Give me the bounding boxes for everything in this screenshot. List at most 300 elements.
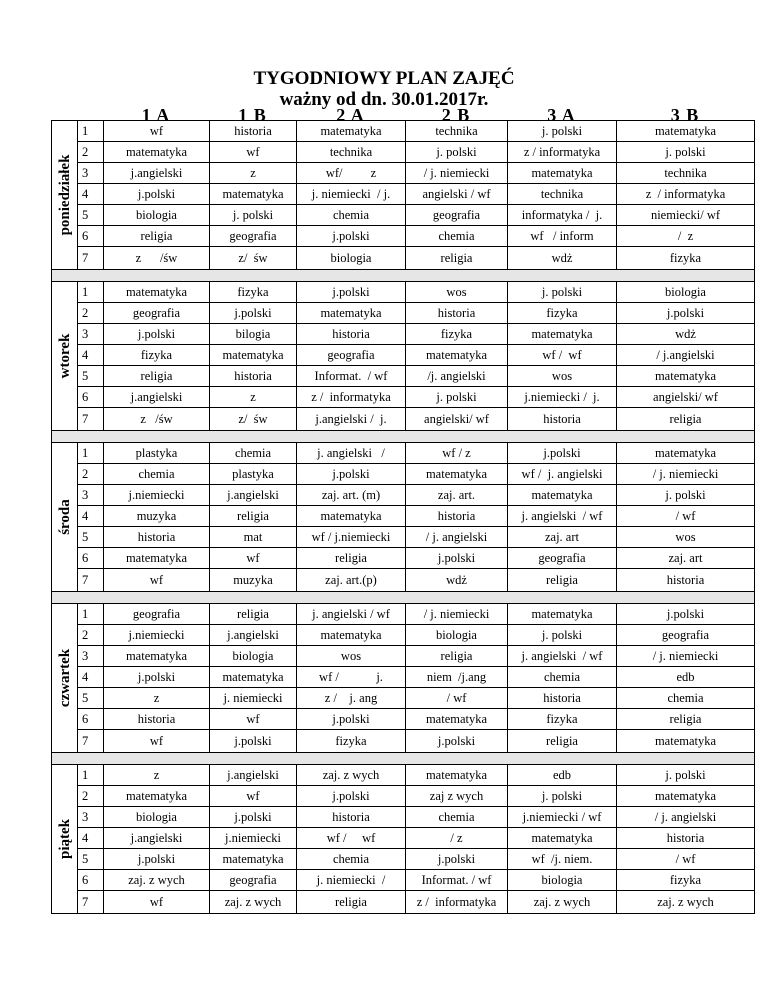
lesson-cell: matematyka bbox=[406, 709, 508, 730]
lesson-cell: chemia bbox=[297, 849, 406, 870]
day-separator-cell bbox=[52, 592, 755, 604]
lesson-cell: wdż bbox=[508, 247, 617, 270]
lesson-cell: j.polski bbox=[406, 548, 508, 569]
lesson-number: 2 bbox=[78, 303, 104, 324]
lesson-cell: geografia bbox=[297, 345, 406, 366]
lesson-cell: z /św bbox=[104, 408, 210, 431]
lesson-cell: matematyka bbox=[297, 625, 406, 646]
lesson-cell: historia bbox=[210, 121, 297, 142]
lesson-cell: j.polski bbox=[104, 324, 210, 345]
lesson-cell: religia bbox=[617, 408, 755, 431]
table-row bbox=[52, 527, 755, 548]
lesson-cell: j. polski bbox=[508, 625, 617, 646]
table-row bbox=[52, 604, 755, 625]
lesson-cell: j.polski bbox=[104, 667, 210, 688]
lesson-number: 2 bbox=[78, 142, 104, 163]
lesson-cell: j.polski bbox=[617, 303, 755, 324]
lesson-cell: historia bbox=[297, 807, 406, 828]
table-row bbox=[52, 324, 755, 345]
table-row bbox=[52, 730, 755, 753]
lesson-number: 3 bbox=[78, 163, 104, 184]
lesson-cell: matematyka bbox=[297, 303, 406, 324]
lesson-cell: matematyka bbox=[297, 506, 406, 527]
lesson-cell: angielski/ wf bbox=[617, 387, 755, 408]
lesson-cell: historia bbox=[617, 828, 755, 849]
lesson-cell: historia bbox=[104, 709, 210, 730]
lesson-cell: j.polski bbox=[210, 303, 297, 324]
lesson-number: 1 bbox=[78, 121, 104, 142]
lesson-cell: fizyka bbox=[210, 282, 297, 303]
lesson-cell: j.polski bbox=[406, 849, 508, 870]
lesson-cell: matematyka bbox=[297, 121, 406, 142]
lesson-cell: historia bbox=[406, 506, 508, 527]
lesson-number: 1 bbox=[78, 282, 104, 303]
lesson-cell: j.polski bbox=[104, 184, 210, 205]
lesson-number: 4 bbox=[78, 828, 104, 849]
lesson-cell: wf bbox=[104, 569, 210, 592]
lesson-cell: j.angielski bbox=[104, 163, 210, 184]
lesson-cell: zaj. z wych bbox=[297, 765, 406, 786]
lesson-cell: Informat. / wf bbox=[406, 870, 508, 891]
lesson-cell: wdż bbox=[406, 569, 508, 592]
lesson-cell: chemia bbox=[210, 443, 297, 464]
lesson-cell: j. angielski / wf bbox=[508, 506, 617, 527]
lesson-cell: wdż bbox=[617, 324, 755, 345]
table-row bbox=[52, 464, 755, 485]
lesson-cell: muzyka bbox=[104, 506, 210, 527]
day-separator-cell bbox=[52, 270, 755, 282]
lesson-cell: historia bbox=[210, 366, 297, 387]
lesson-cell: biologia bbox=[210, 646, 297, 667]
lesson-cell: religia bbox=[406, 247, 508, 270]
lesson-cell: j.polski bbox=[297, 786, 406, 807]
table-row bbox=[52, 408, 755, 431]
table-row bbox=[52, 184, 755, 205]
lesson-cell: religia bbox=[104, 226, 210, 247]
day-separator bbox=[52, 431, 755, 443]
lesson-number: 7 bbox=[78, 730, 104, 753]
lesson-cell: j.polski bbox=[297, 282, 406, 303]
class-header-2b: 2 B bbox=[441, 105, 471, 125]
table-row bbox=[52, 506, 755, 527]
table-row bbox=[52, 142, 755, 163]
lesson-cell: / wf bbox=[617, 849, 755, 870]
lesson-cell: zaj. art.(p) bbox=[297, 569, 406, 592]
lesson-cell: j.niemiecki / wf bbox=[508, 807, 617, 828]
day-separator-cell bbox=[52, 431, 755, 443]
lesson-cell: /j. angielski bbox=[406, 366, 508, 387]
lesson-cell: j.angielski bbox=[104, 828, 210, 849]
page-title: TYGODNIOWY PLAN ZAJĘĆ bbox=[253, 68, 515, 89]
lesson-cell: wf / wf bbox=[297, 828, 406, 849]
lesson-cell: / j. angielski bbox=[406, 527, 508, 548]
lesson-cell: j. niemiecki / j. bbox=[297, 184, 406, 205]
lesson-cell: z / informatyka bbox=[406, 891, 508, 914]
lesson-cell: matematyka bbox=[210, 184, 297, 205]
lesson-number: 3 bbox=[78, 646, 104, 667]
lesson-cell: chemia bbox=[406, 226, 508, 247]
lesson-cell: plastyka bbox=[104, 443, 210, 464]
lesson-cell: j. polski bbox=[210, 205, 297, 226]
lesson-cell: zaj z wych bbox=[406, 786, 508, 807]
day-cell bbox=[52, 765, 78, 914]
lesson-cell: j.polski bbox=[297, 226, 406, 247]
lesson-cell: biologia bbox=[104, 205, 210, 226]
lesson-cell: chemia bbox=[617, 688, 755, 709]
day-name: czwartek bbox=[56, 648, 73, 708]
lesson-cell: z / j. ang bbox=[297, 688, 406, 709]
page-subtitle: ważny od dn. 30.01.2017r. bbox=[279, 89, 489, 110]
lesson-cell: zaj. z wych bbox=[210, 891, 297, 914]
lesson-cell: j. polski bbox=[508, 121, 617, 142]
lesson-cell: j.angielski / j. bbox=[297, 408, 406, 431]
lesson-cell: j. niemiecki / bbox=[297, 870, 406, 891]
table-row bbox=[52, 625, 755, 646]
lesson-cell: geografia bbox=[210, 870, 297, 891]
lesson-cell: z bbox=[210, 163, 297, 184]
lesson-cell: wf bbox=[104, 891, 210, 914]
lesson-number: 3 bbox=[78, 807, 104, 828]
day-separator bbox=[52, 753, 755, 765]
lesson-cell: edb bbox=[508, 765, 617, 786]
lesson-cell: / z bbox=[406, 828, 508, 849]
table-row bbox=[52, 443, 755, 464]
lesson-cell: geografia bbox=[210, 226, 297, 247]
lesson-cell: niem /j.ang bbox=[406, 667, 508, 688]
lesson-cell: wf bbox=[210, 709, 297, 730]
table-row bbox=[52, 569, 755, 592]
lesson-cell: j.polski bbox=[617, 604, 755, 625]
lesson-cell: mat bbox=[210, 527, 297, 548]
table-row bbox=[52, 205, 755, 226]
lesson-cell: wf bbox=[210, 786, 297, 807]
lesson-cell: wos bbox=[617, 527, 755, 548]
table-row bbox=[52, 485, 755, 506]
table-row bbox=[52, 807, 755, 828]
lesson-cell: j.niemiecki bbox=[104, 625, 210, 646]
class-header-3a: 3 A bbox=[547, 105, 576, 125]
lesson-cell: j. niemiecki bbox=[210, 688, 297, 709]
lesson-cell: technika bbox=[297, 142, 406, 163]
lesson-cell: j.polski bbox=[210, 807, 297, 828]
day-separator bbox=[52, 592, 755, 604]
lesson-cell: z/ św bbox=[210, 408, 297, 431]
table-row bbox=[52, 646, 755, 667]
lesson-cell: z bbox=[104, 688, 210, 709]
lesson-cell: wf / inform bbox=[508, 226, 617, 247]
lesson-cell: matematyka bbox=[104, 786, 210, 807]
lesson-number: 7 bbox=[78, 408, 104, 431]
lesson-cell: religia bbox=[297, 891, 406, 914]
lesson-number: 1 bbox=[78, 604, 104, 625]
lesson-cell: biologia bbox=[508, 870, 617, 891]
lesson-cell: j.angielski bbox=[210, 765, 297, 786]
lesson-cell: j. polski bbox=[617, 765, 755, 786]
lesson-cell: matematyka bbox=[406, 765, 508, 786]
lesson-cell: matematyka bbox=[406, 464, 508, 485]
table-row bbox=[52, 345, 755, 366]
table-row bbox=[52, 282, 755, 303]
table-row bbox=[52, 387, 755, 408]
lesson-cell: matematyka bbox=[508, 163, 617, 184]
lesson-cell: j. polski bbox=[508, 282, 617, 303]
lesson-cell: z/ św bbox=[210, 247, 297, 270]
lesson-cell: religia bbox=[508, 569, 617, 592]
lesson-cell: geografia bbox=[104, 604, 210, 625]
lesson-cell: chemia bbox=[406, 807, 508, 828]
table-row bbox=[52, 247, 755, 270]
day-cell bbox=[52, 121, 78, 270]
lesson-number: 6 bbox=[78, 870, 104, 891]
lesson-cell: wos bbox=[508, 366, 617, 387]
lesson-cell: biologia bbox=[104, 807, 210, 828]
class-header-1a: 1 A bbox=[141, 105, 171, 125]
lesson-cell: j.niemiecki bbox=[104, 485, 210, 506]
lesson-number: 7 bbox=[78, 891, 104, 914]
lesson-cell: muzyka bbox=[210, 569, 297, 592]
lesson-cell: j. angielski / wf bbox=[508, 646, 617, 667]
lesson-cell: wf bbox=[210, 548, 297, 569]
lesson-cell: religia bbox=[297, 548, 406, 569]
lesson-number: 4 bbox=[78, 667, 104, 688]
lesson-number: 6 bbox=[78, 226, 104, 247]
table-row bbox=[52, 121, 755, 142]
lesson-cell: historia bbox=[617, 569, 755, 592]
lesson-cell: wf/ z bbox=[297, 163, 406, 184]
lesson-cell: z / informatyka bbox=[508, 142, 617, 163]
lesson-cell: plastyka bbox=[210, 464, 297, 485]
table-row bbox=[52, 870, 755, 891]
lesson-cell: / wf bbox=[406, 688, 508, 709]
lesson-number: 5 bbox=[78, 366, 104, 387]
lesson-cell: j.polski bbox=[297, 464, 406, 485]
lesson-number: 7 bbox=[78, 569, 104, 592]
lesson-cell: geografia bbox=[617, 625, 755, 646]
table-row bbox=[52, 548, 755, 569]
lesson-cell: matematyka bbox=[104, 548, 210, 569]
lesson-cell: j.niemiecki bbox=[210, 828, 297, 849]
lesson-cell: j.niemiecki / j. bbox=[508, 387, 617, 408]
lesson-cell: historia bbox=[297, 324, 406, 345]
lesson-cell: fizyka bbox=[617, 247, 755, 270]
lesson-cell: wos bbox=[406, 282, 508, 303]
lesson-cell: matematyka bbox=[104, 142, 210, 163]
lesson-cell: historia bbox=[406, 303, 508, 324]
lesson-cell: wf bbox=[104, 121, 210, 142]
lesson-cell: / j. angielski bbox=[617, 807, 755, 828]
lesson-cell: wf / z bbox=[406, 443, 508, 464]
lesson-cell: wf / j. angielski bbox=[508, 464, 617, 485]
day-name: wtorek bbox=[56, 333, 73, 379]
lesson-cell: fizyka bbox=[297, 730, 406, 753]
lesson-cell: wf / wf bbox=[508, 345, 617, 366]
lesson-cell: j.polski bbox=[297, 709, 406, 730]
lesson-cell: matematyka bbox=[617, 786, 755, 807]
lesson-number: 2 bbox=[78, 464, 104, 485]
lesson-cell: religia bbox=[104, 366, 210, 387]
lesson-number: 6 bbox=[78, 387, 104, 408]
lesson-cell: matematyka bbox=[406, 345, 508, 366]
lesson-cell: religia bbox=[617, 709, 755, 730]
lesson-cell: chemia bbox=[508, 667, 617, 688]
day-separator-cell bbox=[52, 753, 755, 765]
lesson-cell: religia bbox=[210, 506, 297, 527]
table-row bbox=[52, 163, 755, 184]
lesson-cell: matematyka bbox=[508, 324, 617, 345]
lesson-cell: geografia bbox=[406, 205, 508, 226]
lesson-cell: informatyka / j. bbox=[508, 205, 617, 226]
class-header-1b: 1 B bbox=[238, 105, 267, 125]
lesson-cell: zaj. art. (m) bbox=[297, 485, 406, 506]
lesson-cell: j.polski bbox=[104, 849, 210, 870]
lesson-cell: matematyka bbox=[508, 604, 617, 625]
lesson-cell: j. polski bbox=[406, 142, 508, 163]
lesson-cell: fizyka bbox=[406, 324, 508, 345]
lesson-cell: / wf bbox=[617, 506, 755, 527]
lesson-cell: technika bbox=[406, 121, 508, 142]
class-header-3b: 3 B bbox=[670, 105, 700, 125]
lesson-cell: j. polski bbox=[406, 387, 508, 408]
lesson-cell: fizyka bbox=[508, 303, 617, 324]
lesson-cell: fizyka bbox=[104, 345, 210, 366]
lesson-cell: j. angielski / wf bbox=[297, 604, 406, 625]
lesson-cell: biologia bbox=[617, 282, 755, 303]
lesson-cell: zaj. art bbox=[617, 548, 755, 569]
lesson-cell: niemiecki/ wf bbox=[617, 205, 755, 226]
lesson-cell: matematyka bbox=[508, 828, 617, 849]
lesson-cell: Informat. / wf bbox=[297, 366, 406, 387]
lesson-cell: matematyka bbox=[617, 121, 755, 142]
lesson-cell: / j. niemiecki bbox=[617, 464, 755, 485]
lesson-number: 4 bbox=[78, 345, 104, 366]
lesson-number: 6 bbox=[78, 548, 104, 569]
lesson-cell: zaj. z wych bbox=[104, 870, 210, 891]
lesson-number: 2 bbox=[78, 625, 104, 646]
lesson-cell: edb bbox=[617, 667, 755, 688]
lesson-cell: j. polski bbox=[508, 786, 617, 807]
lesson-cell: z bbox=[104, 765, 210, 786]
lesson-cell: historia bbox=[508, 688, 617, 709]
lesson-cell: bilogia bbox=[210, 324, 297, 345]
lesson-number: 5 bbox=[78, 688, 104, 709]
lesson-cell: z bbox=[210, 387, 297, 408]
lesson-number: 3 bbox=[78, 485, 104, 506]
lesson-cell: j.polski bbox=[406, 730, 508, 753]
lesson-number: 5 bbox=[78, 205, 104, 226]
table-row bbox=[52, 226, 755, 247]
lesson-cell: matematyka bbox=[617, 366, 755, 387]
lesson-cell: zaj. z wych bbox=[617, 891, 755, 914]
lesson-cell: geografia bbox=[104, 303, 210, 324]
lesson-cell: j. angielski / bbox=[297, 443, 406, 464]
table-row bbox=[52, 849, 755, 870]
lesson-cell: religia bbox=[508, 730, 617, 753]
lesson-number: 5 bbox=[78, 849, 104, 870]
lesson-cell: angielski / wf bbox=[406, 184, 508, 205]
lesson-number: 5 bbox=[78, 527, 104, 548]
lesson-cell: j.angielski bbox=[104, 387, 210, 408]
table-row bbox=[52, 709, 755, 730]
lesson-cell: technika bbox=[617, 163, 755, 184]
lesson-cell: wf /j. niem. bbox=[508, 849, 617, 870]
lesson-cell: / j. niemiecki bbox=[406, 163, 508, 184]
class-header-2a: 2 A bbox=[336, 105, 365, 125]
lesson-cell: matematyka bbox=[210, 345, 297, 366]
lesson-cell: matematyka bbox=[617, 443, 755, 464]
lesson-cell: / j. niemiecki bbox=[617, 646, 755, 667]
lesson-cell: fizyka bbox=[508, 709, 617, 730]
timetable-body bbox=[52, 121, 755, 914]
lesson-cell: j.polski bbox=[508, 443, 617, 464]
day-cell bbox=[52, 604, 78, 753]
lesson-cell: matematyka bbox=[104, 282, 210, 303]
lesson-cell: biologia bbox=[297, 247, 406, 270]
lesson-number: 7 bbox=[78, 247, 104, 270]
lesson-cell: / j. niemiecki bbox=[406, 604, 508, 625]
lesson-cell: / z bbox=[617, 226, 755, 247]
lesson-cell: j.polski bbox=[210, 730, 297, 753]
lesson-cell: matematyka bbox=[210, 849, 297, 870]
table-row bbox=[52, 891, 755, 914]
lesson-cell: matematyka bbox=[104, 646, 210, 667]
day-name: poniedziałek bbox=[56, 154, 73, 236]
lesson-cell: zaj. art bbox=[508, 527, 617, 548]
lesson-number: 6 bbox=[78, 709, 104, 730]
lesson-cell: religia bbox=[406, 646, 508, 667]
lesson-cell: z /św bbox=[104, 247, 210, 270]
lesson-number: 1 bbox=[78, 765, 104, 786]
lesson-cell: technika bbox=[508, 184, 617, 205]
table-row bbox=[52, 786, 755, 807]
lesson-cell: j.angielski bbox=[210, 485, 297, 506]
lesson-cell: historia bbox=[104, 527, 210, 548]
lesson-number: 4 bbox=[78, 184, 104, 205]
lesson-number: 4 bbox=[78, 506, 104, 527]
lesson-cell: religia bbox=[210, 604, 297, 625]
lesson-cell: matematyka bbox=[617, 730, 755, 753]
lesson-cell: fizyka bbox=[617, 870, 755, 891]
lesson-cell: zaj. art. bbox=[406, 485, 508, 506]
lesson-cell: chemia bbox=[104, 464, 210, 485]
lesson-cell: wos bbox=[297, 646, 406, 667]
lesson-cell: chemia bbox=[297, 205, 406, 226]
lesson-cell: z / informatyka bbox=[617, 184, 755, 205]
lesson-cell: historia bbox=[508, 408, 617, 431]
lesson-cell: z / informatyka bbox=[297, 387, 406, 408]
timetable bbox=[51, 120, 755, 914]
day-cell bbox=[52, 443, 78, 592]
day-name: piątek bbox=[56, 818, 73, 860]
lesson-cell: j.angielski bbox=[210, 625, 297, 646]
lesson-cell: wf / j.niemiecki bbox=[297, 527, 406, 548]
table-row bbox=[52, 765, 755, 786]
day-name: środa bbox=[56, 499, 73, 535]
table-row bbox=[52, 828, 755, 849]
lesson-cell: matematyka bbox=[210, 667, 297, 688]
lesson-cell: j. polski bbox=[617, 485, 755, 506]
lesson-cell: wf bbox=[104, 730, 210, 753]
table-row bbox=[52, 303, 755, 324]
day-separator bbox=[52, 270, 755, 282]
lesson-cell: j. polski bbox=[617, 142, 755, 163]
lesson-number: 1 bbox=[78, 443, 104, 464]
table-row bbox=[52, 688, 755, 709]
lesson-cell: angielski/ wf bbox=[406, 408, 508, 431]
lesson-cell: matematyka bbox=[508, 485, 617, 506]
lesson-number: 3 bbox=[78, 324, 104, 345]
day-cell bbox=[52, 282, 78, 431]
lesson-cell: / j.angielski bbox=[617, 345, 755, 366]
